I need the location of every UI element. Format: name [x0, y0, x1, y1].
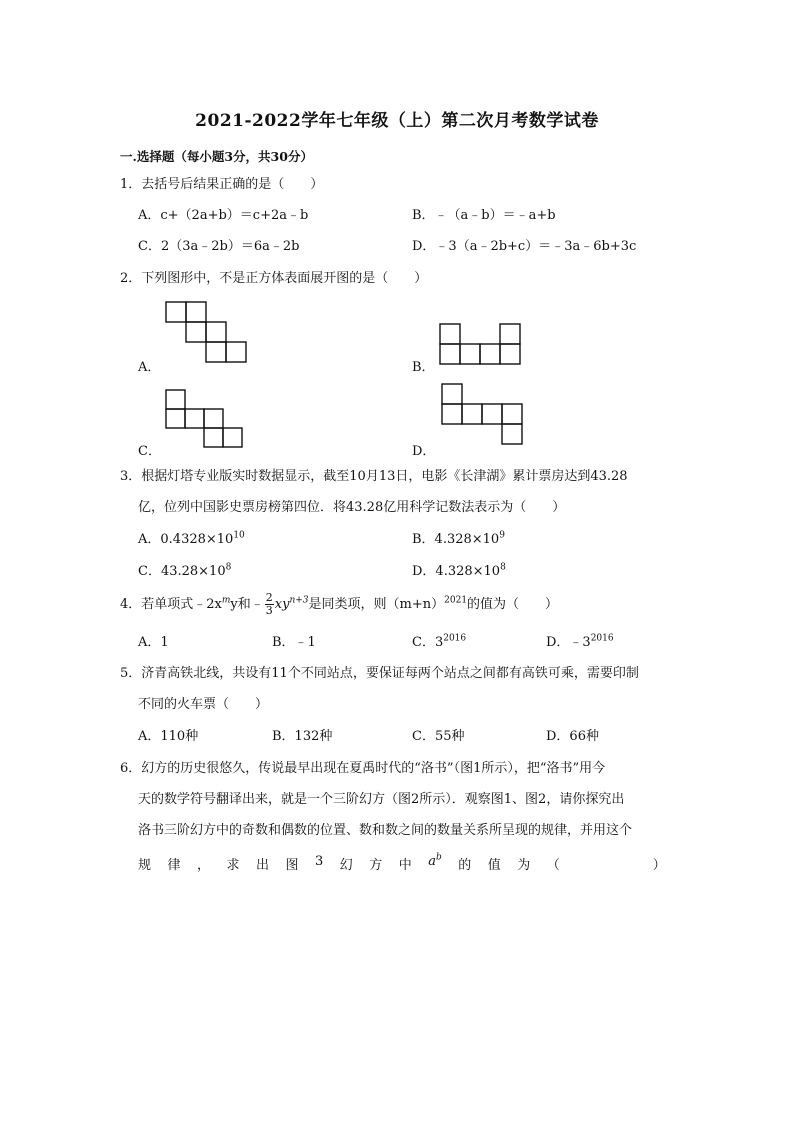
q3-option-b-exp: 9 [499, 530, 505, 541]
q1-option-c: C．2（3a﹣2b）＝6a﹣2b [138, 239, 300, 254]
q4-option-d [546, 634, 614, 652]
q2-net-a-figure [164, 300, 250, 364]
q5-option-b: B．132种 [272, 729, 333, 744]
q4-option-b: B．﹣1 [272, 635, 316, 650]
q6-word: 为 [517, 858, 531, 873]
q6-stem-line3: 洛书三阶幻方中的奇数和偶数的位置、数和数之间的数量关系所呈现的规律，并用这个 [138, 823, 633, 838]
q6-word: 中 [398, 858, 412, 873]
q2-option-c-label: C． [138, 444, 161, 459]
q2-net-c-figure [164, 388, 244, 452]
q3-option-a [138, 531, 245, 549]
q6-word: 幻 [339, 858, 353, 873]
q5-stem-line1: 5．济青高铁北线，共设有11个不同站点，要保证每两个站点之间都有高铁可乘，需要印制 [120, 666, 639, 681]
q6-word: ） [652, 858, 666, 873]
q4-option-c-exp: 2016 [443, 633, 467, 644]
q1-option-b: B．﹣（a﹣b）＝﹣a+b [412, 208, 556, 223]
q6-word: 方 [369, 858, 383, 873]
q5-option-a: A．110种 [138, 729, 199, 744]
q4-option-c [412, 634, 466, 652]
q3-option-d-base: D．4.328×10 [412, 564, 501, 579]
q2-net-b-figure [438, 322, 522, 366]
q4-exp-2021: 2021 [444, 595, 468, 606]
q4-text-5: 的值为（ ） [467, 597, 559, 612]
q2-net-d-figure [440, 382, 526, 448]
q4-fraction-denominator: 3 [265, 604, 273, 617]
q6-word: 值 [487, 858, 501, 873]
q3-option-a-base: A．0.4328×10 [138, 532, 234, 547]
q4-option-c-base: C．3 [412, 635, 444, 650]
q4-option-d-base: D．﹣3 [546, 635, 591, 650]
q4-text-1: 4．若单项式﹣2x [120, 597, 222, 612]
q4-exp-m: m [221, 595, 231, 606]
q4-text-4: 是同类项，则（m+n） [308, 597, 445, 612]
q6-word: 3 [315, 854, 324, 869]
q5-option-d: D．66种 [546, 729, 599, 744]
q6-word: 的 [458, 858, 472, 873]
q6-answer-blank [576, 854, 636, 873]
section-heading: 一.选择题（每小题3分，共30分） [120, 149, 313, 164]
q6-word: （ [546, 858, 560, 873]
q4-text-2: y和﹣ [230, 597, 264, 612]
q4-exp-n3: n+3 [289, 595, 309, 606]
q6-word: 图 [285, 858, 299, 873]
q3-option-c [138, 563, 231, 581]
q6-word: 出 [256, 858, 270, 873]
q4-fraction-numerator: 2 [265, 591, 273, 604]
q6-word: 求 [226, 858, 240, 873]
q2-option-a-label: A． [138, 360, 161, 375]
q5-option-c: C．55种 [412, 729, 465, 744]
q3-option-c-base: C．43.28×10 [138, 564, 226, 579]
q3-option-b-base: B．4.328×10 [412, 532, 500, 547]
q5-stem-line2: 不同的火车票（ ） [138, 697, 269, 712]
q6-word: 律 [167, 858, 181, 873]
q2-stem: 2．下列图形中，不是正方体表面展开图的是（ ） [120, 271, 428, 286]
q1-option-a: A．c+（2a+b）＝c+2a﹣b [138, 208, 309, 223]
q3-option-d [412, 563, 506, 581]
q4-text-3: xy [274, 597, 290, 612]
q6-stem-line1: 6．幻方的历史很悠久，传说最早出现在夏禹时代的“洛书”（图1所示），把“洛书”用今 [120, 761, 606, 776]
q3-option-a-exp: 10 [233, 530, 245, 541]
q4-option-a: A．1 [138, 635, 169, 650]
q6-exp-b: b [436, 852, 442, 863]
q2-option-b-label: B． [412, 360, 435, 375]
page-title: 2021-2022学年七年级（上）第二次月考数学试卷 [195, 111, 599, 131]
q4-stem [120, 592, 558, 617]
q1-option-d: D．﹣3（a﹣2b+c）＝﹣3a﹣6b+3c [412, 239, 637, 254]
q3-stem-line2: 亿，位列中国影史票房榜第四位．将43.28亿用科学记数法表示为（ ） [138, 500, 566, 515]
q3-option-d-exp: 8 [500, 562, 506, 573]
q4-option-d-exp: 2016 [590, 633, 614, 644]
q6-power-expression [428, 854, 442, 873]
q6-base-a: a [428, 854, 437, 869]
q2-option-d-label: D． [412, 444, 436, 459]
q6-stem-line2: 天的数学符号翻译出来，就是一个三阶幻方（图2所示）．观察图1、图2，请你探究出 [138, 792, 625, 807]
q4-fraction [265, 592, 274, 617]
q6-word: ， [197, 858, 211, 873]
q1-stem: 1．去括号后结果正确的是（ ） [120, 177, 324, 192]
q3-option-b [412, 531, 505, 549]
q6-stem-line4 [138, 854, 666, 873]
q3-option-c-exp: 8 [225, 562, 232, 573]
q6-word: 规 [138, 858, 152, 873]
q3-stem-line1: 3．根据灯塔专业版实时数据显示，截至10月13日，电影《长津湖》累计票房达到43.28 [120, 469, 628, 484]
